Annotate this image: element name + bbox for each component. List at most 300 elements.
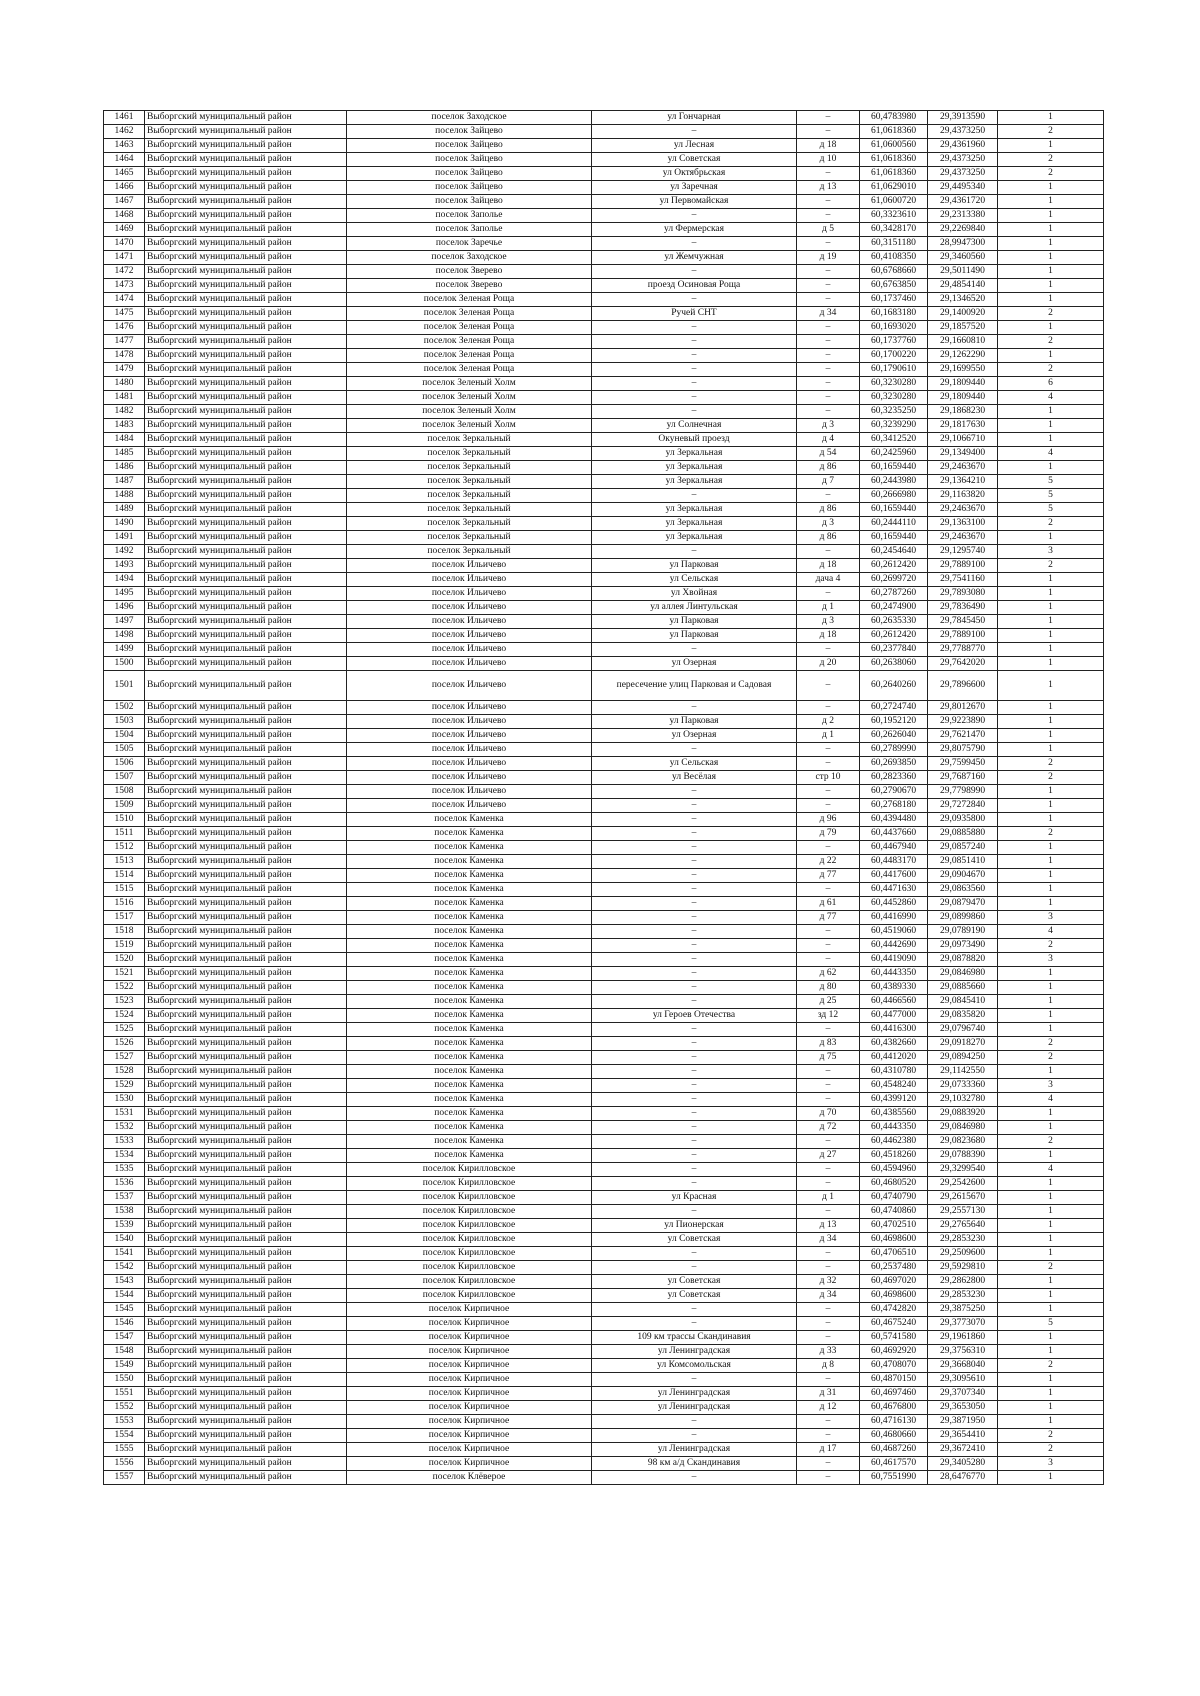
- longitude-cell: 29,4361720: [928, 195, 998, 209]
- settlement-cell: поселок Каменка: [347, 1121, 592, 1135]
- count-cell: 2: [998, 1051, 1104, 1065]
- settlement-cell: поселок Каменка: [347, 1079, 592, 1093]
- row-number: 1491: [104, 531, 145, 545]
- latitude-cell: 60,1700220: [860, 349, 928, 363]
- settlement-cell: поселок Кирпичное: [347, 1387, 592, 1401]
- count-cell: 1: [998, 869, 1104, 883]
- street-cell: –: [592, 1261, 797, 1275]
- district-cell: Выборгский муниципальный район: [145, 1107, 347, 1121]
- count-cell: 1: [998, 195, 1104, 209]
- district-cell: Выборгский муниципальный район: [145, 447, 347, 461]
- settlement-cell: поселок Зверево: [347, 279, 592, 293]
- latitude-cell: 60,4519060: [860, 925, 928, 939]
- row-number: 1462: [104, 125, 145, 139]
- street-cell: ул Зеркальная: [592, 447, 797, 461]
- longitude-cell: 28,9947300: [928, 237, 998, 251]
- count-cell: 1: [998, 841, 1104, 855]
- street-cell: ул Парковая: [592, 629, 797, 643]
- count-cell: 2: [998, 153, 1104, 167]
- table-row: [104, 1093, 1104, 1107]
- row-number: 1540: [104, 1233, 145, 1247]
- row-number: 1510: [104, 813, 145, 827]
- district-cell: Выборгский муниципальный район: [145, 1345, 347, 1359]
- row-number: 1507: [104, 771, 145, 785]
- street-cell: пересечение улиц Парковая и Садовая: [592, 671, 797, 701]
- latitude-cell: 60,4706510: [860, 1247, 928, 1261]
- house-cell: –: [797, 391, 860, 405]
- latitude-cell: 60,4783980: [860, 111, 928, 125]
- latitude-cell: 61,0618360: [860, 125, 928, 139]
- house-cell: –: [797, 1205, 860, 1219]
- table-row: [104, 1247, 1104, 1261]
- longitude-cell: 29,0857240: [928, 841, 998, 855]
- street-cell: ул Красная: [592, 1191, 797, 1205]
- count-cell: 1: [998, 181, 1104, 195]
- settlement-cell: поселок Каменка: [347, 1107, 592, 1121]
- street-cell: ул Октябрьская: [592, 167, 797, 181]
- table-row: [104, 1457, 1104, 1471]
- settlement-cell: поселок Зайцево: [347, 167, 592, 181]
- row-number: 1538: [104, 1205, 145, 1219]
- count-cell: 1: [998, 671, 1104, 701]
- longitude-cell: 29,2313380: [928, 209, 998, 223]
- house-cell: –: [797, 377, 860, 391]
- latitude-cell: 60,4389330: [860, 981, 928, 995]
- count-cell: 1: [998, 1387, 1104, 1401]
- district-cell: Выборгский муниципальный район: [145, 953, 347, 967]
- longitude-cell: 29,0846980: [928, 967, 998, 981]
- latitude-cell: 60,4442690: [860, 939, 928, 953]
- house-cell: д 79: [797, 827, 860, 841]
- latitude-cell: 60,2444110: [860, 517, 928, 531]
- settlement-cell: поселок Кирпичное: [347, 1359, 592, 1373]
- house-cell: –: [797, 1093, 860, 1107]
- district-cell: Выборгский муниципальный район: [145, 503, 347, 517]
- district-cell: Выборгский муниципальный район: [145, 757, 347, 771]
- settlement-cell: поселок Зеркальный: [347, 531, 592, 545]
- house-cell: д 34: [797, 1233, 860, 1247]
- row-number: 1524: [104, 1009, 145, 1023]
- house-cell: –: [797, 925, 860, 939]
- district-cell: Выборгский муниципальный район: [145, 799, 347, 813]
- count-cell: 2: [998, 939, 1104, 953]
- count-cell: 1: [998, 897, 1104, 911]
- settlement-cell: поселок Зеленая Роща: [347, 349, 592, 363]
- row-number: 1471: [104, 251, 145, 265]
- table-row: [104, 279, 1104, 293]
- street-cell: –: [592, 1107, 797, 1121]
- table-row: [104, 251, 1104, 265]
- table-row: [104, 701, 1104, 715]
- latitude-cell: 60,1952120: [860, 715, 928, 729]
- latitude-cell: 60,1659440: [860, 531, 928, 545]
- table-row: [104, 475, 1104, 489]
- longitude-cell: 29,2862800: [928, 1275, 998, 1289]
- longitude-cell: 29,2615670: [928, 1191, 998, 1205]
- row-number: 1521: [104, 967, 145, 981]
- table-row: [104, 643, 1104, 657]
- street-cell: –: [592, 125, 797, 139]
- count-cell: 1: [998, 601, 1104, 615]
- street-cell: –: [592, 265, 797, 279]
- row-number: 1470: [104, 237, 145, 251]
- house-cell: д 18: [797, 139, 860, 153]
- row-number: 1463: [104, 139, 145, 153]
- table-row: [104, 293, 1104, 307]
- house-cell: –: [797, 743, 860, 757]
- street-cell: –: [592, 813, 797, 827]
- row-number: 1487: [104, 475, 145, 489]
- house-cell: д 3: [797, 615, 860, 629]
- count-cell: 1: [998, 1107, 1104, 1121]
- latitude-cell: 61,0600720: [860, 195, 928, 209]
- street-cell: ул Солнечная: [592, 419, 797, 433]
- latitude-cell: 60,4870150: [860, 1373, 928, 1387]
- row-number: 1533: [104, 1135, 145, 1149]
- longitude-cell: 29,3653050: [928, 1401, 998, 1415]
- street-cell: –: [592, 1121, 797, 1135]
- street-cell: ул Пионерская: [592, 1219, 797, 1233]
- row-number: 1478: [104, 349, 145, 363]
- longitude-cell: 29,9223890: [928, 715, 998, 729]
- table-row: [104, 1191, 1104, 1205]
- settlement-cell: поселок Каменка: [347, 925, 592, 939]
- table-row: [104, 111, 1104, 125]
- house-cell: д 33: [797, 1345, 860, 1359]
- row-number: 1553: [104, 1415, 145, 1429]
- count-cell: 1: [998, 265, 1104, 279]
- table-row: [104, 167, 1104, 181]
- district-cell: Выборгский муниципальный район: [145, 841, 347, 855]
- count-cell: 1: [998, 251, 1104, 265]
- street-cell: ул Фермерская: [592, 223, 797, 237]
- settlement-cell: поселок Зайцево: [347, 181, 592, 195]
- house-cell: –: [797, 279, 860, 293]
- district-cell: Выборгский муниципальный район: [145, 1415, 347, 1429]
- district-cell: Выборгский муниципальный район: [145, 1219, 347, 1233]
- house-cell: –: [797, 545, 860, 559]
- settlement-cell: поселок Зеленый Холм: [347, 405, 592, 419]
- settlement-cell: поселок Ильичево: [347, 615, 592, 629]
- longitude-cell: 29,4373250: [928, 153, 998, 167]
- district-cell: Выборгский муниципальный район: [145, 251, 347, 265]
- row-number: 1505: [104, 743, 145, 757]
- street-cell: –: [592, 855, 797, 869]
- count-cell: 1: [998, 883, 1104, 897]
- house-cell: д 17: [797, 1443, 860, 1457]
- longitude-cell: 29,5929810: [928, 1261, 998, 1275]
- table-row: [104, 1345, 1104, 1359]
- house-cell: –: [797, 841, 860, 855]
- house-cell: –: [797, 321, 860, 335]
- street-cell: ул Зеркальная: [592, 517, 797, 531]
- count-cell: 2: [998, 757, 1104, 771]
- house-cell: стр 10: [797, 771, 860, 785]
- district-cell: Выборгский муниципальный район: [145, 223, 347, 237]
- house-cell: д 3: [797, 517, 860, 531]
- count-cell: 4: [998, 391, 1104, 405]
- count-cell: 3: [998, 911, 1104, 925]
- table-row: [104, 139, 1104, 153]
- row-number: 1539: [104, 1219, 145, 1233]
- longitude-cell: 29,7889100: [928, 629, 998, 643]
- row-number: 1536: [104, 1177, 145, 1191]
- table-row: [104, 729, 1104, 743]
- table-row: [104, 265, 1104, 279]
- district-cell: Выборгский муниципальный район: [145, 629, 347, 643]
- settlement-cell: поселок Зеркальный: [347, 545, 592, 559]
- settlement-cell: поселок Кирилловское: [347, 1177, 592, 1191]
- street-cell: –: [592, 827, 797, 841]
- street-cell: –: [592, 939, 797, 953]
- house-cell: д 61: [797, 897, 860, 911]
- settlement-cell: поселок Клёвероe: [347, 1471, 592, 1485]
- table-row: [104, 953, 1104, 967]
- district-cell: Выборгский муниципальный район: [145, 855, 347, 869]
- longitude-cell: 29,7845450: [928, 615, 998, 629]
- street-cell: –: [592, 1149, 797, 1163]
- latitude-cell: 60,5741580: [860, 1331, 928, 1345]
- longitude-cell: 29,0788390: [928, 1149, 998, 1163]
- house-cell: д 80: [797, 981, 860, 995]
- house-cell: –: [797, 237, 860, 251]
- table-row: [104, 1289, 1104, 1303]
- table-row: [104, 195, 1104, 209]
- house-cell: д 12: [797, 1401, 860, 1415]
- district-cell: Выборгский муниципальный район: [145, 981, 347, 995]
- settlement-cell: поселок Каменка: [347, 995, 592, 1009]
- longitude-cell: 29,4495340: [928, 181, 998, 195]
- district-cell: Выборгский муниципальный район: [145, 785, 347, 799]
- street-cell: ул Озерная: [592, 657, 797, 671]
- district-cell: Выборгский муниципальный район: [145, 573, 347, 587]
- table-body: [104, 111, 1104, 1485]
- row-number: 1502: [104, 701, 145, 715]
- longitude-cell: 29,4854140: [928, 279, 998, 293]
- settlement-cell: поселок Ильичево: [347, 757, 592, 771]
- latitude-cell: 60,2635330: [860, 615, 928, 629]
- row-number: 1488: [104, 489, 145, 503]
- house-cell: д 86: [797, 503, 860, 517]
- district-cell: Выборгский муниципальный район: [145, 279, 347, 293]
- row-number: 1492: [104, 545, 145, 559]
- district-cell: Выборгский муниципальный район: [145, 1233, 347, 1247]
- street-cell: ул Гончарная: [592, 111, 797, 125]
- street-cell: –: [592, 967, 797, 981]
- row-number: 1483: [104, 419, 145, 433]
- settlement-cell: поселок Каменка: [347, 981, 592, 995]
- row-number: 1517: [104, 911, 145, 925]
- house-cell: д 22: [797, 855, 860, 869]
- table-row: [104, 1429, 1104, 1443]
- count-cell: 1: [998, 1275, 1104, 1289]
- street-cell: ул Весёлая: [592, 771, 797, 785]
- latitude-cell: 60,4108350: [860, 251, 928, 265]
- table-row: [104, 657, 1104, 671]
- table-row: [104, 125, 1104, 139]
- street-cell: –: [592, 841, 797, 855]
- district-cell: Выборгский муниципальный район: [145, 657, 347, 671]
- row-number: 1479: [104, 363, 145, 377]
- house-cell: –: [797, 587, 860, 601]
- settlement-cell: поселок Кирпичное: [347, 1429, 592, 1443]
- table-row: [104, 419, 1104, 433]
- house-cell: д 10: [797, 153, 860, 167]
- settlement-cell: поселок Каменка: [347, 897, 592, 911]
- count-cell: 1: [998, 643, 1104, 657]
- longitude-cell: 28,6476770: [928, 1471, 998, 1485]
- street-cell: ул Советская: [592, 1275, 797, 1289]
- settlement-cell: поселок Ильичево: [347, 657, 592, 671]
- row-number: 1466: [104, 181, 145, 195]
- settlement-cell: поселок Заречье: [347, 237, 592, 251]
- longitude-cell: 29,3668040: [928, 1359, 998, 1373]
- house-cell: д 18: [797, 559, 860, 573]
- longitude-cell: 29,0878820: [928, 953, 998, 967]
- table-row: [104, 1121, 1104, 1135]
- settlement-cell: поселок Зеленый Холм: [347, 377, 592, 391]
- longitude-cell: 29,0879470: [928, 897, 998, 911]
- house-cell: –: [797, 1457, 860, 1471]
- longitude-cell: 29,0904670: [928, 869, 998, 883]
- longitude-cell: 29,7798990: [928, 785, 998, 799]
- longitude-cell: 29,0863560: [928, 883, 998, 897]
- settlement-cell: поселок Зеркальный: [347, 517, 592, 531]
- street-cell: Ручей СНТ: [592, 307, 797, 321]
- latitude-cell: 60,2666980: [860, 489, 928, 503]
- district-cell: Выборгский муниципальный район: [145, 293, 347, 307]
- count-cell: 3: [998, 545, 1104, 559]
- count-cell: 1: [998, 629, 1104, 643]
- table-row: [104, 1009, 1104, 1023]
- count-cell: 2: [998, 125, 1104, 139]
- district-cell: Выборгский муниципальный район: [145, 715, 347, 729]
- district-cell: Выборгский муниципальный район: [145, 363, 347, 377]
- settlement-cell: поселок Каменка: [347, 1037, 592, 1051]
- longitude-cell: 29,1364210: [928, 475, 998, 489]
- count-cell: 1: [998, 237, 1104, 251]
- settlement-cell: поселок Заполье: [347, 223, 592, 237]
- latitude-cell: 60,2790670: [860, 785, 928, 799]
- row-number: 1529: [104, 1079, 145, 1093]
- latitude-cell: 61,0629010: [860, 181, 928, 195]
- street-cell: –: [592, 335, 797, 349]
- street-cell: –: [592, 785, 797, 799]
- house-cell: –: [797, 1079, 860, 1093]
- longitude-cell: 29,8012670: [928, 701, 998, 715]
- table-row: [104, 489, 1104, 503]
- count-cell: 1: [998, 855, 1104, 869]
- street-cell: ул Героев Отечества: [592, 1009, 797, 1023]
- count-cell: 4: [998, 925, 1104, 939]
- table-row: [104, 841, 1104, 855]
- district-cell: Выборгский муниципальный район: [145, 1079, 347, 1093]
- district-cell: Выборгский муниципальный район: [145, 771, 347, 785]
- longitude-cell: 29,3913590: [928, 111, 998, 125]
- row-number: 1468: [104, 209, 145, 223]
- count-cell: 1: [998, 1331, 1104, 1345]
- street-cell: –: [592, 799, 797, 813]
- latitude-cell: 60,4382660: [860, 1037, 928, 1051]
- street-cell: –: [592, 1373, 797, 1387]
- settlement-cell: поселок Ильичево: [347, 573, 592, 587]
- table-row: [104, 181, 1104, 195]
- table-row: [104, 1163, 1104, 1177]
- house-cell: д 1: [797, 601, 860, 615]
- street-cell: –: [592, 1317, 797, 1331]
- settlement-cell: поселок Каменка: [347, 855, 592, 869]
- street-cell: –: [592, 1303, 797, 1317]
- latitude-cell: 60,4477000: [860, 1009, 928, 1023]
- latitude-cell: 60,4518260: [860, 1149, 928, 1163]
- house-cell: –: [797, 1373, 860, 1387]
- table-row: [104, 855, 1104, 869]
- row-number: 1518: [104, 925, 145, 939]
- latitude-cell: 60,4412020: [860, 1051, 928, 1065]
- row-number: 1497: [104, 615, 145, 629]
- longitude-cell: 29,1400920: [928, 307, 998, 321]
- settlement-cell: поселок Кирпичное: [347, 1443, 592, 1457]
- house-cell: д 86: [797, 461, 860, 475]
- row-number: 1552: [104, 1401, 145, 1415]
- table-row: [104, 1135, 1104, 1149]
- table-row: [104, 1387, 1104, 1401]
- settlement-cell: поселок Ильичево: [347, 587, 592, 601]
- row-number: 1477: [104, 335, 145, 349]
- count-cell: 1: [998, 321, 1104, 335]
- longitude-cell: 29,0823680: [928, 1135, 998, 1149]
- latitude-cell: 60,1737760: [860, 335, 928, 349]
- row-number: 1465: [104, 167, 145, 181]
- latitude-cell: 60,4716130: [860, 1415, 928, 1429]
- count-cell: 4: [998, 447, 1104, 461]
- row-number: 1476: [104, 321, 145, 335]
- count-cell: 1: [998, 279, 1104, 293]
- table-row: [104, 503, 1104, 517]
- house-cell: –: [797, 195, 860, 209]
- longitude-cell: 29,1163820: [928, 489, 998, 503]
- house-cell: д 27: [797, 1149, 860, 1163]
- settlement-cell: поселок Ильичево: [347, 629, 592, 643]
- settlement-cell: поселок Каменка: [347, 841, 592, 855]
- house-cell: д 20: [797, 657, 860, 671]
- settlement-cell: поселок Ильичево: [347, 671, 592, 701]
- latitude-cell: 60,3151180: [860, 237, 928, 251]
- street-cell: ул Ленинградская: [592, 1387, 797, 1401]
- table-row: [104, 153, 1104, 167]
- street-cell: ул Первомайская: [592, 195, 797, 209]
- street-cell: –: [592, 1177, 797, 1191]
- longitude-cell: 29,1809440: [928, 377, 998, 391]
- latitude-cell: 60,3230280: [860, 377, 928, 391]
- row-number: 1509: [104, 799, 145, 813]
- house-cell: д 96: [797, 813, 860, 827]
- longitude-cell: 29,0846980: [928, 1121, 998, 1135]
- row-number: 1513: [104, 855, 145, 869]
- row-number: 1480: [104, 377, 145, 391]
- count-cell: 1: [998, 461, 1104, 475]
- row-number: 1496: [104, 601, 145, 615]
- latitude-cell: 60,2638060: [860, 657, 928, 671]
- row-number: 1474: [104, 293, 145, 307]
- district-cell: Выборгский муниципальный район: [145, 1247, 347, 1261]
- settlement-cell: поселок Кирилловское: [347, 1233, 592, 1247]
- latitude-cell: 60,4548240: [860, 1079, 928, 1093]
- count-cell: 1: [998, 1303, 1104, 1317]
- longitude-cell: 29,7893080: [928, 587, 998, 601]
- row-number: 1555: [104, 1443, 145, 1457]
- house-cell: –: [797, 1317, 860, 1331]
